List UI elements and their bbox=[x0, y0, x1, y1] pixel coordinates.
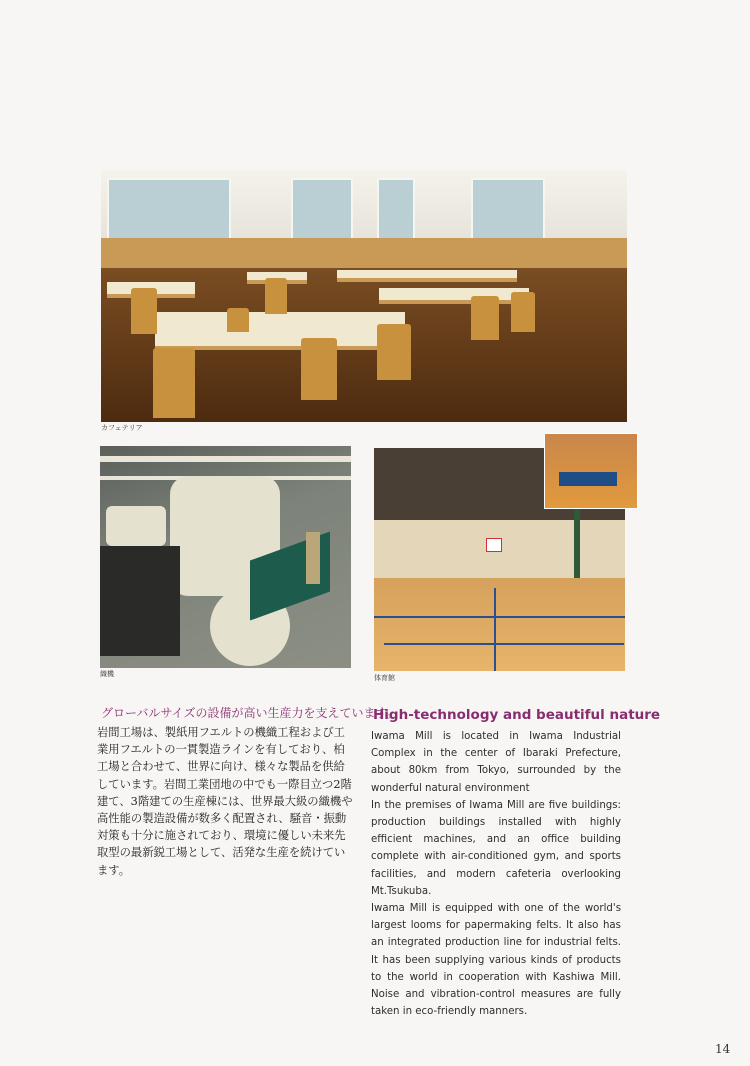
en-paragraph-1: Iwama Mill is located in Iwama Industrial Complex in the center of Ibaraki Prefecture, about 80km from Tokyo, surrounded by the wonderful natural environment bbox=[371, 731, 621, 794]
jp-body: 岩間工場は、製紙用フエルトの機織工程および工業用フエルトの一貫製造ラインを有しており、柏工場と合わせて、世界に向け、様々な製品を供給しています。岩間工業団地の中でも一際目立つ2階建て、3階建ての生産棟には、世界最大級の織機や高性能の製造設備が数多く配置され、騒音・振動対策も十分に施されており、環境に優しい未来先取型の最新鋭工場として、活発な生産を続けています。 bbox=[97, 726, 353, 877]
cafeteria-caption: カフェテリア bbox=[101, 424, 143, 432]
table-tennis-inset-photo bbox=[544, 433, 638, 509]
cafeteria-photo bbox=[101, 170, 627, 422]
gym-caption: 体育館 bbox=[374, 674, 395, 682]
loom-caption: 織機 bbox=[100, 670, 114, 678]
en-paragraph-3: Iwama Mill is equipped with one of the world's largest looms for papermaking felts. It also has an integrated production line for industrial felts. It has been supplying various kinds of products to the world in cooperation with Kashiwa Mill. Noise and vibration-control measures are fully taken in eco-friendly manners. bbox=[371, 903, 621, 1018]
en-paragraph-2: In the premises of Iwama Mill are five buildings: production buildings installed with highly efficient machines, and an office building complete with air-conditioned gym, and sports facilities, and modern cafeteria overlooking Mt.Tsukuba. bbox=[371, 799, 621, 897]
en-heading: High-technology and beautiful nature bbox=[373, 707, 661, 723]
page-number: 14 bbox=[715, 1042, 731, 1056]
en-body bbox=[371, 728, 621, 1020]
loom-photo bbox=[100, 446, 351, 668]
jp-heading: グローバルサイズの設備が高い生産力を支えています。 bbox=[101, 706, 399, 720]
